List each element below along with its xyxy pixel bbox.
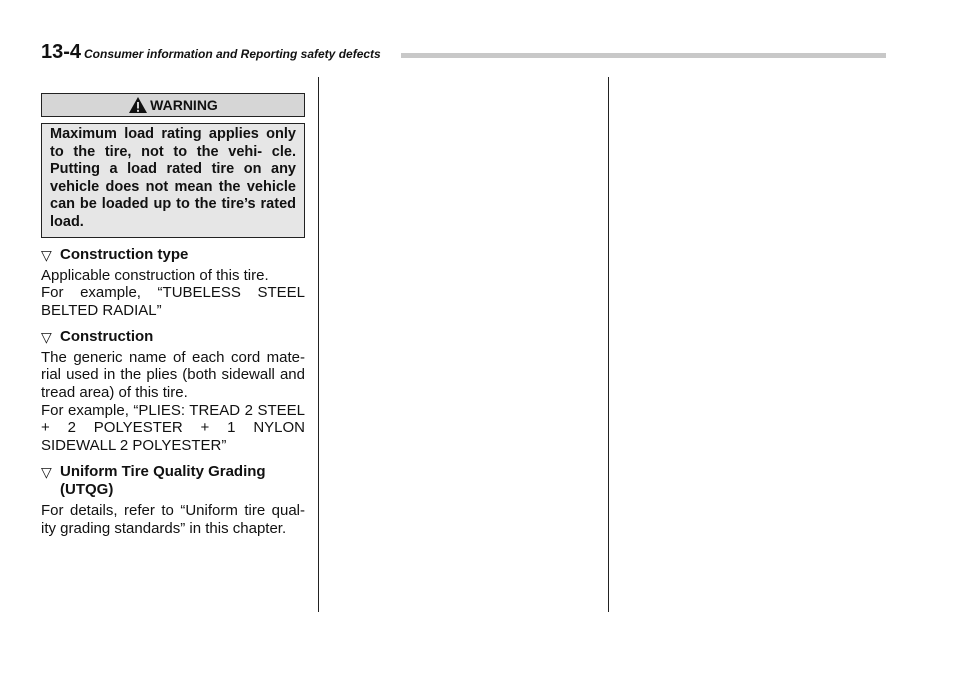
column-divider-left [318, 77, 319, 612]
section-paragraph: For example, “PLIES: TREAD 2 STEEL + 2 POLYESTER + 1 NYLON SIDEWALL 2 POLYESTER” [41, 401, 305, 455]
warning-header [41, 93, 305, 117]
triangle-marker-icon: ▽ [41, 328, 52, 345]
section-heading: Uniform Tire Quality Grading (UTQG) [60, 462, 266, 498]
triangle-marker-icon: ▽ [41, 463, 52, 480]
section-construction [41, 328, 305, 455]
header-rule [401, 53, 886, 58]
column-divider-right [608, 77, 609, 612]
triangle-marker-icon: ▽ [41, 246, 52, 263]
page-number: 13-4 [41, 41, 82, 63]
section-heading: Construction type [60, 245, 189, 263]
first-column [41, 93, 305, 537]
page-header [41, 40, 886, 64]
section-paragraph: The generic name of each cord mate- rial used in the plies (both sidewall and tread area) of this tire. [41, 348, 305, 402]
chapter-title: Consumer information and Reporting safety defects [84, 47, 381, 61]
section-paragraph: For example, “TUBELESS STEEL BELTED RADIAL” [41, 284, 305, 319]
warning-label: WARNING [150, 97, 218, 113]
warning-text: Maximum load rating applies only to the tire, not to the vehi- cle. Putting a load rated tire on any vehicle does not mean the vehicle can be loaded up to the tire’s rated load. [41, 123, 305, 238]
warning-icon [128, 96, 148, 114]
section-construction-type [41, 246, 305, 320]
section-paragraph: For details, refer to “Uniform tire qual- ity grading standards” in this chapter. [41, 501, 305, 537]
section-heading: Construction [60, 327, 154, 345]
section-utqg [41, 463, 305, 537]
section-paragraph: Applicable construction of this tire. [41, 266, 269, 284]
